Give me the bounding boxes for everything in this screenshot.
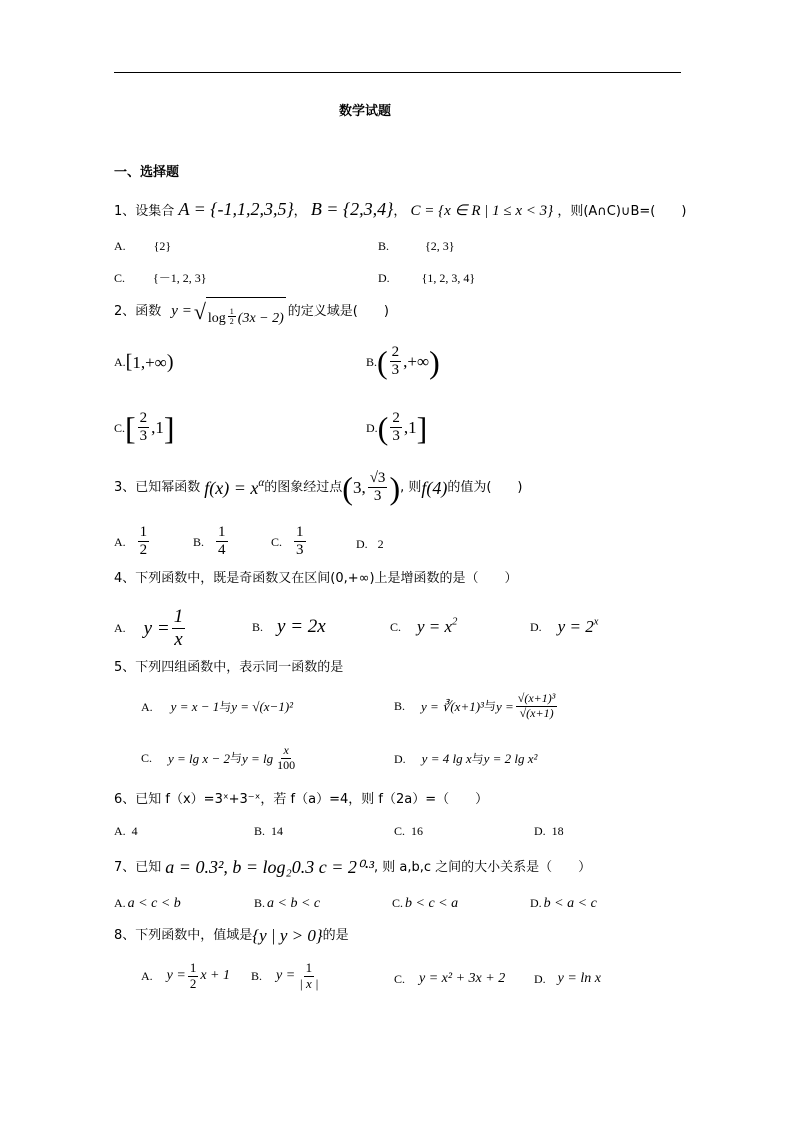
paren-close: ): [389, 469, 401, 506]
math-base: y = 2: [557, 617, 594, 636]
fraction: [390, 344, 402, 380]
question-number: 2、: [114, 304, 136, 320]
connector-text: 与: [483, 699, 496, 714]
option-c[interactable]: [114, 410, 175, 446]
option-label: A.: [114, 621, 126, 636]
option-text: {－1, 2, 3}: [153, 271, 207, 285]
option-d[interactable]: [530, 618, 598, 635]
option-c[interactable]: [392, 897, 458, 911]
math-f1: y = x − 1: [170, 699, 220, 714]
option-label: D.: [356, 537, 368, 551]
option-a[interactable]: [114, 825, 138, 837]
fraction-num: 1: [305, 960, 313, 975]
option-b[interactable]: [254, 825, 283, 837]
question-text: 设集合: [135, 204, 175, 219]
question-text: 已知: [135, 859, 162, 875]
option-label: A.: [114, 534, 126, 549]
option-a[interactable]: [141, 700, 293, 713]
question-number: 5、: [114, 660, 136, 675]
fraction-den: 3: [139, 428, 148, 445]
separator: ，: [393, 204, 407, 219]
option-d[interactable]: [534, 825, 564, 837]
question-tail: , 则 a,b,c 之间的大小关系是（ ）: [374, 859, 592, 875]
fraction: [368, 470, 388, 506]
option-text: {2, 3}: [425, 239, 455, 253]
fraction-num: √3: [368, 470, 388, 488]
option-b[interactable]: [254, 897, 320, 911]
paren-open: (: [342, 469, 353, 506]
option-label: B.: [378, 239, 390, 253]
fraction: [188, 961, 199, 992]
option-label: B.: [254, 896, 266, 910]
option-b[interactable]: [378, 240, 455, 252]
bracket-close: ]: [163, 409, 175, 446]
question-7: [114, 858, 591, 876]
fraction: [172, 606, 186, 651]
option-label: A.: [141, 699, 153, 714]
log-text: log: [207, 311, 226, 327]
bracket-close: ): [166, 351, 174, 373]
math-f2: y = 2 lg x²: [483, 751, 538, 766]
fraction-den: 3: [373, 488, 382, 505]
connector-text: 与: [471, 751, 484, 766]
question-3: [114, 470, 523, 506]
option-label: C.: [394, 824, 406, 838]
option-text: ,+∞: [403, 352, 430, 372]
option-a[interactable]: [114, 240, 171, 252]
separator: ，: [293, 204, 307, 219]
connector-text: 与: [229, 751, 242, 766]
fraction-num: 1: [189, 960, 197, 975]
question-number: 4、: [114, 571, 136, 586]
bracket-close: ]: [416, 409, 428, 446]
exponent: 2: [452, 616, 458, 628]
option-label: B.: [251, 969, 263, 984]
bracket-open: [: [125, 351, 133, 373]
question-tail: 的定义域是( ): [287, 304, 389, 320]
option-c[interactable]: [141, 744, 299, 773]
option-d[interactable]: [356, 538, 384, 550]
option-text: {2}: [153, 239, 172, 253]
option-text: 1,+∞: [132, 352, 167, 372]
question-tail: 的是: [322, 928, 349, 943]
option-label: A.: [141, 969, 153, 984]
question-8: [114, 927, 349, 944]
option-a[interactable]: [141, 961, 230, 992]
question-text: 下列函数中，既是奇函数又在区间(0,+∞)上是增函数的是（ ）: [135, 571, 518, 586]
option-label: D.: [534, 972, 546, 986]
log-argument: (3x − 2): [237, 311, 284, 327]
option-label: B.: [366, 354, 378, 369]
question-4: [114, 572, 518, 585]
option-text: b < c < a: [405, 896, 459, 911]
math-f4: f(4): [421, 477, 448, 498]
option-label: B.: [254, 824, 266, 838]
log-base: [228, 307, 236, 326]
option-a[interactable]: [114, 524, 151, 560]
math-f2: y = √(x−1)²: [231, 699, 294, 714]
option-c[interactable]: [394, 972, 505, 986]
question-2: [114, 297, 389, 326]
fraction: [516, 692, 558, 721]
fraction-num: 1: [216, 524, 228, 542]
question-text: 下列函数中，值域是: [135, 928, 253, 943]
question-tail: ，则(A∩C)∪B=( ): [557, 204, 687, 219]
option-label: C.: [392, 896, 404, 910]
section-title: 一、选择题: [114, 165, 180, 180]
connector-text: 与: [219, 699, 232, 714]
fraction-num: 1: [138, 524, 150, 542]
option-text: ,1: [403, 418, 417, 438]
option-text: y = ln x: [557, 971, 601, 986]
question-number: 8、: [114, 928, 136, 943]
math-f1: y = ∛(x+1)³: [421, 698, 484, 714]
option-text: 2: [377, 537, 384, 551]
option-label: B.: [252, 619, 264, 634]
option-text: [417, 618, 457, 635]
exponent: x: [593, 616, 599, 628]
option-d[interactable]: [534, 972, 601, 986]
option-label: C.: [141, 751, 153, 766]
option-label: A.: [114, 355, 126, 369]
option-label: A.: [114, 896, 126, 910]
math-set-b: B = {2,3,4}: [310, 199, 394, 219]
option-label: D.: [378, 271, 390, 285]
fraction-den: 3: [392, 428, 400, 445]
option-text: {1, 2, 3, 4}: [421, 271, 476, 285]
fraction-num: 2: [138, 410, 150, 428]
fraction: [216, 524, 228, 560]
option-text: 14: [271, 824, 284, 838]
option-d[interactable]: [378, 272, 475, 284]
option-a[interactable]: [114, 352, 173, 372]
sqrt-icon: √: [193, 298, 206, 324]
fraction-den: | x |: [299, 975, 319, 991]
base-num: 1: [229, 307, 234, 316]
option-d[interactable]: [530, 897, 597, 911]
option-b[interactable]: [193, 524, 230, 560]
fraction: [138, 524, 150, 560]
math-lhs: y =: [166, 968, 186, 984]
math-power-function: [204, 476, 265, 498]
option-d[interactable]: [394, 752, 537, 765]
point-x: 3,: [352, 478, 366, 498]
option-label: D.: [394, 751, 406, 766]
question-text: , 则: [400, 480, 422, 496]
question-number: 3、: [114, 480, 136, 496]
question-number: 1、: [114, 204, 136, 219]
document-title: 数学试题: [339, 104, 392, 119]
option-label: A.: [114, 824, 126, 838]
question-number: 7、: [114, 859, 136, 875]
option-text: b < a < c: [543, 896, 597, 911]
option-label: C.: [114, 420, 126, 435]
option-b[interactable]: [366, 344, 440, 380]
bracket-close: ): [429, 343, 440, 380]
function-expr: f(x) = x: [204, 477, 259, 498]
base-den: 2: [229, 317, 234, 327]
question-5: [114, 661, 343, 674]
option-label: D.: [534, 824, 546, 838]
option-label: C.: [271, 534, 283, 549]
fraction-den: 4: [218, 542, 226, 559]
math-f1: y = lg x − 2: [168, 750, 230, 766]
math-set: {y | y > 0}: [252, 926, 323, 945]
sqrt-body: [206, 297, 286, 326]
bracket-open: (: [377, 343, 388, 380]
fraction: [297, 961, 320, 992]
fraction-den: 2: [139, 542, 148, 559]
option-text: 4: [131, 824, 138, 838]
option-c[interactable]: [390, 618, 457, 635]
math-set-a: A = {-1,1,2,3,5}: [178, 199, 294, 219]
option-c[interactable]: [271, 524, 308, 560]
question-tail: 的值为( ): [447, 480, 523, 496]
math-lhs: y =: [143, 617, 170, 639]
math-lhs: y =: [171, 303, 192, 320]
question-6: [114, 793, 488, 806]
option-label: C.: [394, 972, 406, 986]
math-set-c: C = {x ∈ R | 1 ≤ x < 3}: [410, 203, 554, 219]
math-expression: a = 0.3², b = log₂0.3 c = 2⁰·³: [165, 857, 374, 877]
question-text: 已知 f（x）=3ˣ+3⁻ˣ，若 f（a）=4，则 f（2a）=（ ）: [135, 792, 489, 807]
question-number: 6、: [114, 792, 136, 807]
option-b[interactable]: [252, 617, 326, 636]
option-b[interactable]: [394, 692, 559, 721]
option-text: ,1: [151, 418, 164, 438]
bracket-open: (: [377, 409, 389, 446]
option-label: D.: [530, 619, 542, 634]
fraction-num: 1: [294, 524, 306, 542]
option-c[interactable]: [114, 272, 207, 284]
fraction: [138, 410, 150, 446]
option-label: B.: [193, 534, 205, 549]
question-text: 已知幂函数: [135, 480, 201, 496]
math-base: y = x: [417, 617, 453, 636]
option-label: C.: [114, 271, 126, 285]
option-d[interactable]: [366, 410, 427, 446]
question-1: [114, 200, 686, 219]
option-text: 16: [411, 824, 424, 838]
fraction-den: 3: [296, 542, 304, 559]
question-text: 下列四组函数中，表示同一函数的是: [135, 660, 344, 675]
option-text: x + 1: [200, 968, 231, 984]
fraction-num: x: [283, 743, 289, 757]
fraction: [275, 744, 297, 773]
fraction-num: √(x+1)³: [517, 691, 556, 705]
option-label: D.: [366, 420, 378, 435]
fraction-den: 2: [189, 975, 197, 991]
option-text: a < b < c: [267, 896, 321, 911]
option-label: A.: [114, 239, 126, 253]
fraction: [390, 410, 402, 446]
fraction-den: √(x+1): [519, 705, 554, 720]
math-lhs: y =: [276, 968, 296, 984]
option-text: a < c < b: [127, 896, 181, 911]
option-a[interactable]: [114, 897, 181, 911]
option-text: [558, 618, 599, 635]
question-text: 的图象经过点: [264, 480, 343, 496]
question-text: 函数: [135, 304, 162, 320]
option-label: D.: [530, 896, 542, 910]
option-label: C.: [390, 619, 402, 634]
fraction-den: x: [174, 628, 183, 650]
math-lhs: y =: [495, 698, 514, 714]
exponent: α: [258, 476, 265, 489]
fraction-num: 1: [173, 606, 184, 627]
option-text: y = 2x: [277, 616, 326, 637]
option-b[interactable]: [251, 961, 323, 992]
fraction-num: 2: [390, 344, 402, 362]
math-lhs: y = lg: [241, 750, 274, 766]
math-f1: y = 4 lg x: [421, 751, 472, 766]
fraction-den: 3: [391, 362, 400, 379]
option-a[interactable]: [114, 606, 187, 651]
bracket-open: [: [125, 409, 136, 446]
fraction-den: 100: [277, 757, 296, 772]
header-rule: [114, 72, 681, 73]
fraction: [294, 524, 306, 560]
option-c[interactable]: [394, 825, 423, 837]
fraction-num: 2: [390, 410, 402, 428]
option-text: 18: [551, 824, 564, 838]
option-label: B.: [394, 699, 406, 714]
option-text: y = x² + 3x + 2: [419, 971, 506, 986]
